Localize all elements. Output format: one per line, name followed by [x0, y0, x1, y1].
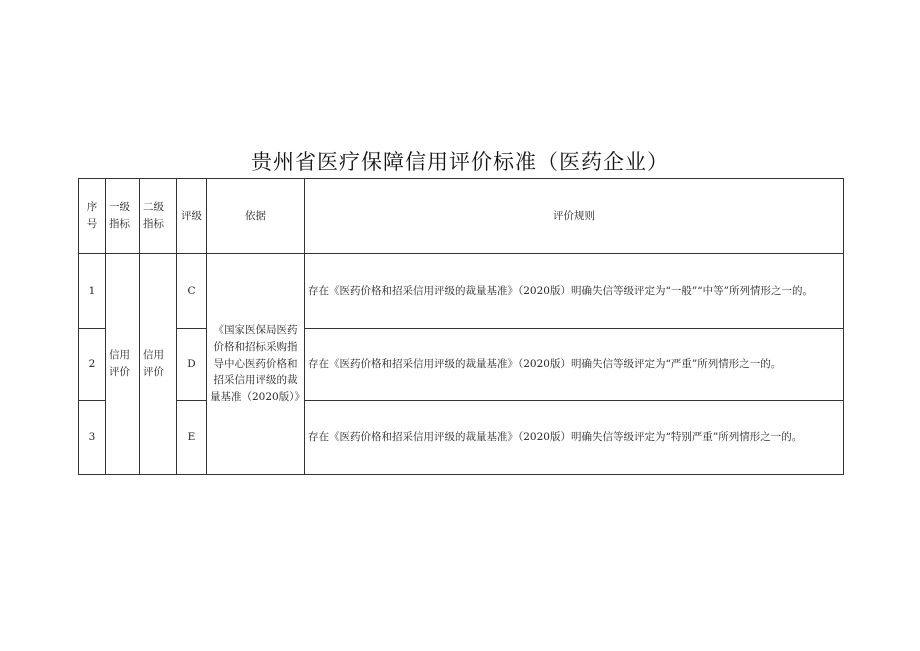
level2-cell: 信用评价 [140, 254, 177, 475]
page-title: 贵州省医疗保障信用评价标准（医药企业） [251, 150, 669, 174]
basis-cell: 《国家医保局医药价格和招标采购指导中心医药价格和招采信用评级的裁量基准（2020版）》 [207, 254, 305, 475]
row-grade: D [177, 329, 207, 401]
level1-cell: 信用评价 [106, 254, 140, 475]
row-rule: 存在《医药价格和招采信用评级的裁量基准》（2020版）明确失信等级评定为“一般”“中等”所列情形之一的。 [305, 254, 844, 329]
table-row [79, 329, 844, 401]
credit-rules-table [78, 178, 844, 475]
row-rule: 存在《医药价格和招采信用评级的裁量基准》（2020版）明确失信等级评定为“严重”所列情形之一的。 [305, 329, 844, 401]
header-grade: 评级 [177, 179, 207, 254]
row-seq: 2 [79, 329, 106, 401]
row-rule: 存在《医药价格和招采信用评级的裁量基准》（2020版）明确失信等级评定为“特别严重”所列情形之一的。 [305, 401, 844, 475]
header-level2: 二级指标 [140, 179, 177, 254]
row-seq: 1 [79, 254, 106, 329]
row-grade: C [177, 254, 207, 329]
row-grade: E [177, 401, 207, 475]
row-seq: 3 [79, 401, 106, 475]
table-row [79, 254, 844, 329]
header-level1: 一级指标 [106, 179, 140, 254]
table-header-row [79, 179, 844, 254]
header-rules: 评价规则 [305, 179, 844, 254]
header-basis: 依据 [207, 179, 305, 254]
header-seq: 序号 [79, 179, 106, 254]
table-row [79, 401, 844, 475]
